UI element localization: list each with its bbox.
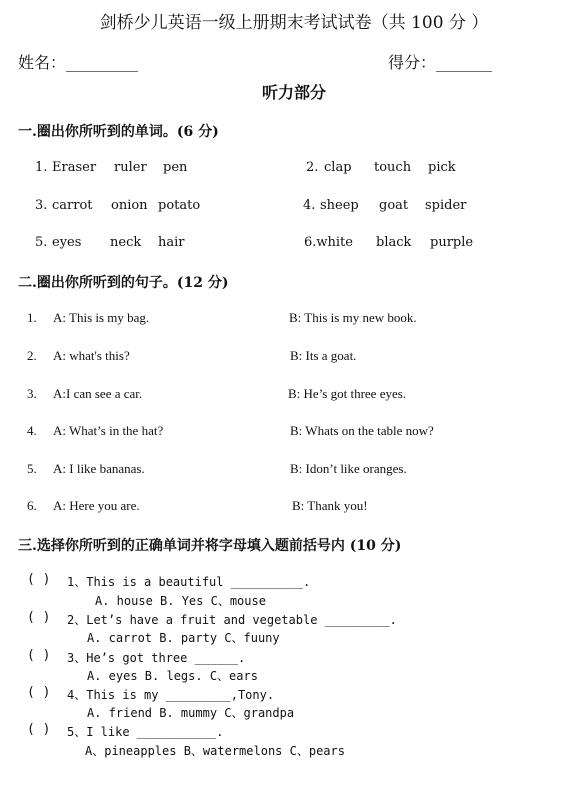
- answer-options: A、pineapples B、watermelons C、pears: [85, 744, 345, 758]
- answer-parentheses: ( ): [27, 648, 51, 663]
- item-number: 1.: [27, 310, 37, 325]
- item-number: 5.: [27, 461, 37, 476]
- answer-options: A. house B. Yes C、mouse: [95, 594, 266, 608]
- page-title: 剑桥少儿英语一级上册期末考试试卷（共 100 分 ）: [99, 13, 489, 33]
- sentence-a: A: what's this?: [53, 348, 130, 363]
- answer-parentheses: ( ): [27, 610, 51, 625]
- item-number: 5.: [35, 235, 48, 250]
- answer-options: A. carrot B. party C、fuuny: [87, 631, 280, 645]
- answer-parentheses: ( ): [27, 685, 51, 700]
- question-text: 3、He’s got three ______.: [67, 651, 246, 665]
- word-option: potato: [158, 198, 201, 213]
- item-number: 4.: [27, 423, 37, 438]
- sentence-b: B: He’s got three eyes.: [288, 386, 407, 401]
- item-number: 3.: [27, 386, 37, 401]
- word-option: black: [376, 235, 412, 250]
- answer-options: A. friend B. mummy C、grandpa: [87, 706, 295, 720]
- word-option: eyes: [52, 235, 82, 250]
- question-text: 1、This is a beautiful __________.: [67, 575, 311, 589]
- part2-heading: 二.圈出你所听到的句子。(12 分): [18, 275, 229, 291]
- word-option: spider: [425, 198, 467, 213]
- word-option: touch: [374, 160, 412, 175]
- item-number: 1.: [35, 160, 48, 175]
- sentence-a: A: Here you are.: [53, 498, 140, 513]
- word-option: goat: [379, 198, 409, 213]
- word-option: pick: [428, 160, 456, 175]
- score-field-label: 得分：_______: [388, 53, 493, 72]
- sentence-a: A: I like bananas.: [53, 461, 145, 476]
- word-option: purple: [430, 235, 474, 250]
- sentence-a: A: What’s in the hat?: [53, 423, 164, 438]
- word-option: carrot: [52, 198, 93, 213]
- answer-parentheses: ( ): [27, 572, 51, 587]
- answer-parentheses: ( ): [27, 722, 51, 737]
- word-option: pen: [163, 160, 188, 175]
- sentence-b: B: Whats on the table now?: [290, 423, 434, 438]
- part1-heading: 一.圈出你所听到的单词。(6 分): [18, 124, 219, 140]
- question-text: 5、I like ___________.: [67, 725, 224, 739]
- word-option: ruler: [114, 160, 147, 175]
- item-number: 2.: [306, 160, 319, 175]
- answer-options: A. eyes B. legs. C、ears: [87, 669, 258, 683]
- name-field-label: 姓名：_________: [18, 53, 139, 72]
- word-option: sheep: [320, 198, 359, 213]
- sentence-b: B: This is my new book.: [289, 310, 417, 325]
- item-number: 6.: [27, 498, 37, 513]
- sentence-a: A:I can see a car.: [53, 386, 143, 401]
- question-text: 4、This is my _________,Tony.: [67, 688, 275, 702]
- question-text: 2、Let’s have a fruit and vegetable _________.: [67, 613, 397, 627]
- part3-heading: 三.选择你所听到的正确单词并将字母填入题前括号内 (10 分): [18, 538, 402, 554]
- item-number: 3.: [35, 198, 48, 213]
- item-number: 6.white: [304, 235, 353, 250]
- word-option: clap: [324, 160, 352, 175]
- section-heading-listening: 听力部分: [261, 83, 326, 102]
- sentence-b: B: Thank you!: [292, 498, 368, 513]
- word-option: Eraser: [52, 160, 97, 175]
- sentence-a: A: This is my bag.: [53, 310, 150, 325]
- word-option: onion: [111, 198, 148, 213]
- sentence-b: B: Idon’t like oranges.: [290, 461, 407, 476]
- item-number: 4.: [303, 198, 316, 213]
- sentence-b: B: Its a goat.: [290, 348, 357, 363]
- word-option: neck: [110, 235, 142, 250]
- item-number: 2.: [27, 348, 37, 363]
- word-option: hair: [158, 235, 185, 250]
